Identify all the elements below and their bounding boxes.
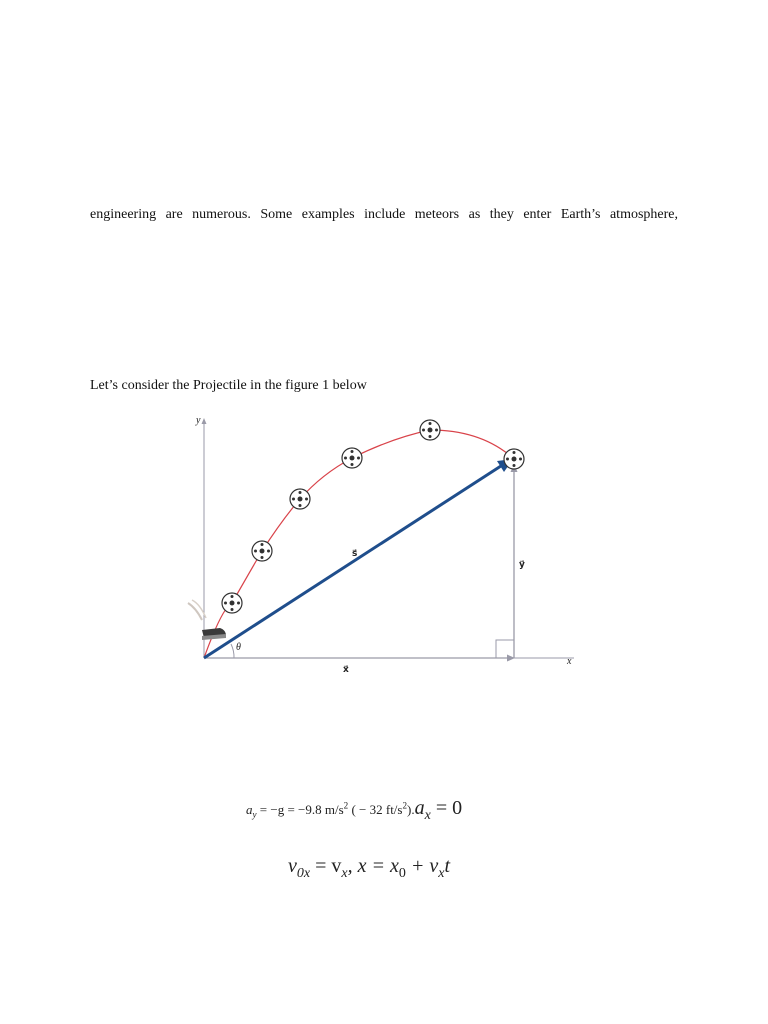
ball-icon (420, 420, 440, 440)
ball-icon (342, 448, 362, 468)
body-text-line: engineering are numerous. Some examples include meteors as they enter Earth’s atmosphere, (90, 207, 678, 222)
projectile-diagram (182, 408, 582, 678)
y-axis-arrow-icon (202, 418, 207, 424)
shoe-icon (188, 600, 226, 640)
ball-icon (252, 541, 272, 561)
ax-equation (414, 797, 463, 823)
ax-zero: = 0 (430, 797, 463, 819)
ax-symbol: a (414, 797, 425, 819)
ball-icon (290, 489, 310, 509)
eq2-equals-vx: = v (310, 855, 342, 877)
vx-subscript: x (341, 866, 348, 881)
ax-subscript: x (424, 808, 431, 823)
eq1-exponent: 2 (343, 800, 349, 811)
ball-icon (504, 449, 524, 469)
vector-y-label: y⃗ (519, 559, 525, 569)
eq1-imperial-exponent: 2 (402, 800, 408, 811)
figure-intro-text: Let’s consider the Projectile in the figure 1 below (90, 378, 367, 393)
v0x-subscript: 0x (296, 866, 311, 881)
ay-subscript: y (252, 809, 257, 820)
displacement-vector-s (204, 464, 504, 658)
ay-symbol: a (246, 802, 253, 817)
t-symbol: t (444, 855, 451, 877)
y-axis-label: y (196, 415, 201, 426)
eq2-x-equals: , x = x (347, 855, 399, 877)
right-angle-marker (496, 640, 514, 658)
velocity-position-equation (288, 855, 451, 881)
eq1-imperial-text: ( − 32 ft/s (348, 802, 403, 817)
eq2-plus-v: + v (405, 855, 439, 877)
ball-icon (222, 593, 242, 613)
x-axis-label: x (567, 656, 572, 667)
acceleration-equation (246, 797, 463, 823)
vxt-subscript: x (438, 866, 445, 881)
vector-x-label: x⃗ (343, 664, 349, 674)
eq1-close-paren: ). (407, 802, 415, 817)
v0x-symbol: v (288, 855, 297, 877)
vector-s-label: s⃗ (352, 548, 358, 558)
eq1-gravity-text: = −g = −9.8 m/s (256, 802, 344, 817)
angle-theta-label: θ (236, 642, 241, 653)
projectile-figure (182, 408, 582, 678)
x0-subscript: 0 (398, 866, 406, 881)
angle-arc (231, 644, 234, 658)
